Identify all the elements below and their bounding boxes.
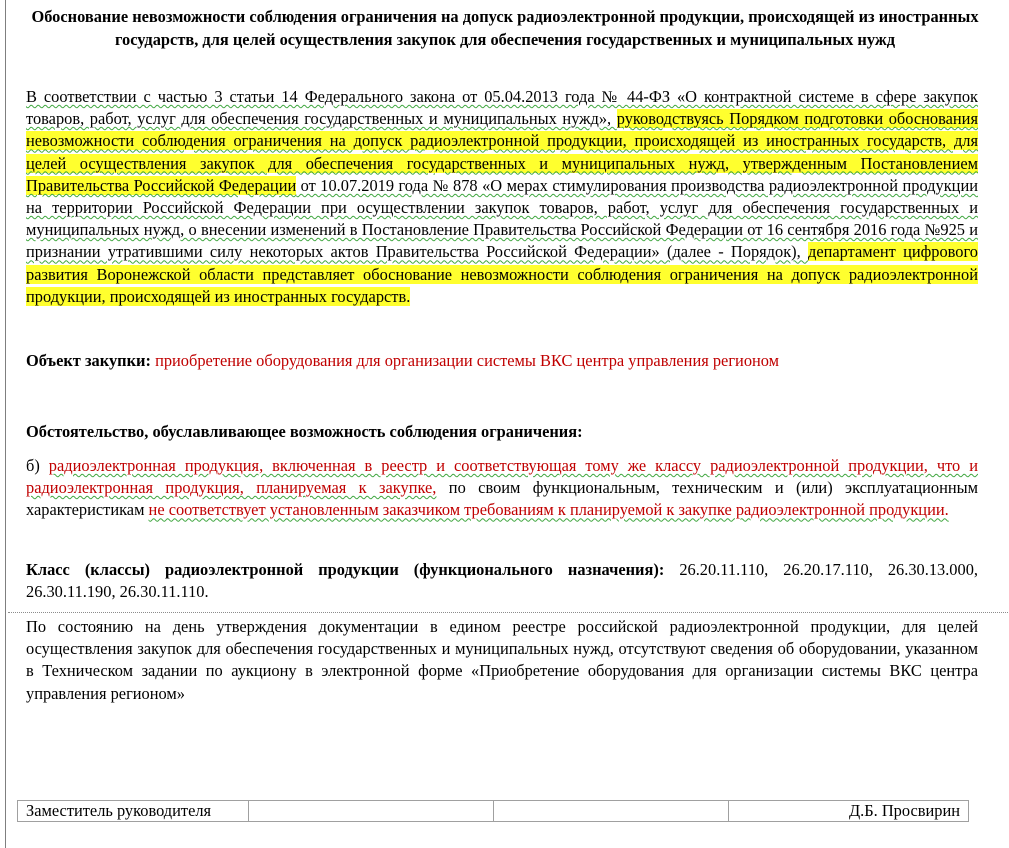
circumstance-red-1: радиоэлектронная продукция, включенная в реестр и соответствующая тому же классу радиоэлектронной продукции, что и радиоэлектронная продукция, планируемая к закупке,: [26, 456, 978, 498]
signature-position: Заместитель руководителя: [26, 801, 212, 820]
object-value: приобретение оборудования для организации системы ВКС центра управления регионом: [155, 351, 780, 370]
class-label: Класс (классы) радиоэлектронной продукции (функционального назначения):: [26, 560, 665, 579]
circumstance-middle: по своим функциональным, техническим и (или) эксплуатационным характеристикам: [26, 478, 979, 520]
signature-table: [17, 800, 969, 822]
class-value: 26.20.11.110, 26.20.17.110, 26.30.13.000, 26.30.11.190, 26.30.11.110.: [26, 560, 978, 602]
page-left-border: [5, 0, 6, 848]
signature-cell-divider: [248, 801, 249, 821]
intro-highlight-2: департамент цифрового развития Воронежской области представляет обоснование невозможности соблюдения ограничения на допуск радиоэлектронной продукции, происходящей из иностранных государств.: [26, 242, 978, 306]
intro-text-part1: В соответствии с частью 3 статьи 14 Федерального закона от 05.04.2013 года № 44-ФЗ «О контрактной системе в сфере закупок товаров, работ, услуг для обеспечения государственных и муниципальных нужд»,: [26, 87, 978, 129]
circumstance-heading: [26, 421, 978, 443]
intro-highlight-1: руководствуясь Порядком подготовки обоснования невозможности соблюдения ограничения на допуск радиоэлектронной продукции, происходящей из иностранных государств, для целей осуществления закупок для обеспечения государственных и муниципальных нужд, утвержденным Постановлением Правительства Российской Федерации: [26, 109, 978, 195]
intro-paragraph: [26, 86, 978, 308]
document-title: Обоснование невозможности соблюдения ограничения на допуск радиоэлектронной продукции, происходящей из иностранных государств, для целей осуществления закупок для обеспечения государственных и муниципальных нужд: [31, 7, 979, 49]
section-separator: [8, 612, 1008, 613]
class-paragraph: [26, 559, 978, 603]
circumstance-heading-text: Обстоятельство, обуславливающее возможность соблюдения ограничения:: [26, 422, 583, 441]
circumstance-prefix: б): [26, 456, 49, 475]
circumstance-red-2: не соответствует установленным заказчиком требованиям к планируемой к закупке радиоэлектронной продукции.: [148, 500, 949, 520]
circumstance-paragraph: [26, 455, 978, 522]
signature-cell-divider: [728, 801, 729, 821]
object-label: Объект закупки:: [26, 351, 151, 370]
state-paragraph: По состоянию на день утверждения документации в едином реестре российской радиоэлектронной продукции, для целей осуществления закупок для обеспечения государственных и муниципальных нужд, отсутствуют сведения об оборудовании, указанном в Техническом задании по аукциону в электронной форме «Приобретение оборудования для организации системы ВКС центра управления регионом»: [26, 617, 978, 703]
signature-cell-divider: [493, 801, 494, 821]
signature-name: Д.Б. Просвирин: [848, 801, 960, 820]
intro-text-part3: от 10.07.2019 года № 878 «О мерах стимулирования производства радиоэлектронной продукции на территории Российской Федерации при осуществлении закупок товаров, работ, услуг для обеспечения государственных и муниципальных нужд, о внесении изменений в Постановление Правительства Российской Федерации от 16 сентября 2016 года №925 и признании утратившими силу некоторых актов Правительства Российской Федерации» (далее - Порядок),: [26, 175, 978, 262]
object-paragraph: [26, 350, 978, 372]
